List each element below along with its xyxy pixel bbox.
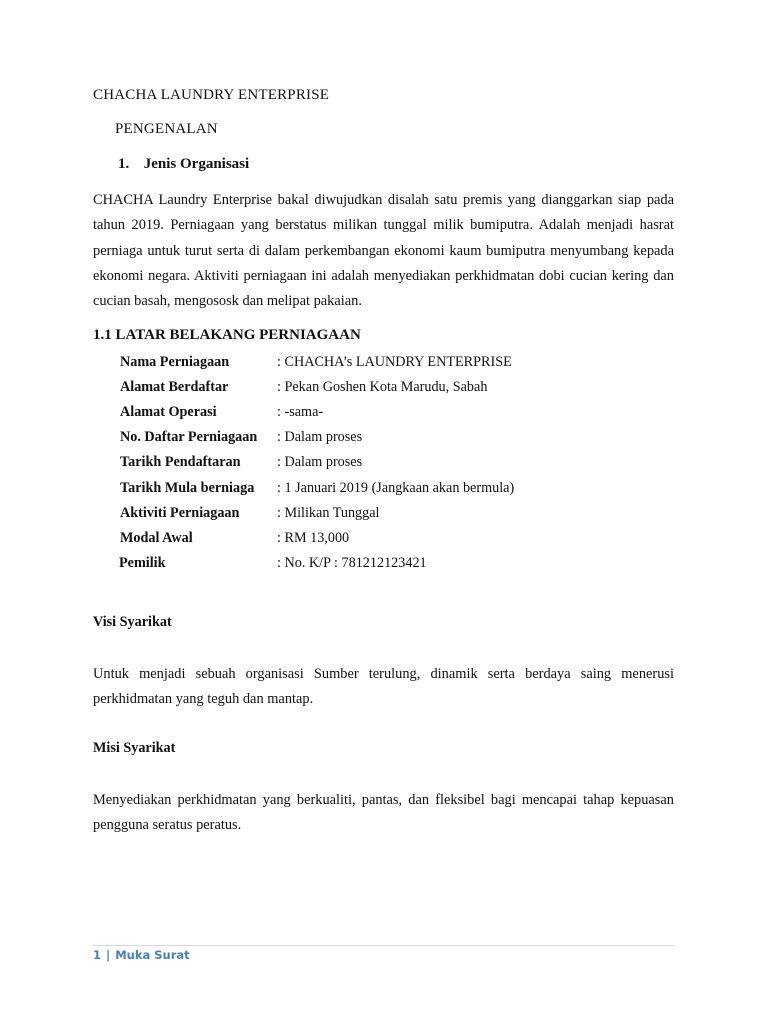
detail-row-aktiviti (120, 501, 514, 526)
detail-value: : No. K/P : 781212123421 (277, 554, 427, 571)
detail-row-alamat-berdaftar (120, 375, 514, 400)
detail-row-alamat-operasi (120, 400, 514, 425)
detail-row-modal-awal (120, 526, 514, 551)
section-title: Jenis Organisasi (143, 156, 250, 172)
detail-label: Pemilik (119, 554, 166, 571)
detail-value: : CHACHA’s LAUNDRY ENTERPRISE (277, 354, 512, 371)
detail-value: : Dalam proses (277, 454, 363, 471)
detail-label: No. Daftar Perniagaan (120, 429, 258, 446)
business-background-heading: 1.1 LATAR BELAKANG PERNIAGAAN (93, 327, 361, 343)
footer-divider (93, 945, 674, 946)
section-number: 1. (118, 156, 130, 172)
detail-label: Nama Perniagaan (120, 354, 230, 371)
detail-value: : RM 13,000 (277, 529, 350, 546)
organisation-paragraph: CHACHA Laundry Enterprise bakal diwujudkan disalah satu premis yang dianggarkan siap pada tahun 2019. Perniagaan yang berstatus milikan tunggal milik bumiputra. Adalah menjadi hasrat perniaga untuk turut serta di dalam perkembangan ekonomi kaum bumiputra menyumbang kepada ekonomi negara. Aktiviti perniagaan ini adalah menyediakan perkhidmatan dobi cucian kering dan cucian basah, mengososk dan melipat pakaian. (93, 192, 674, 310)
footer-separator: | (106, 948, 111, 962)
detail-row-pemilik (120, 551, 514, 576)
detail-label: Alamat Berdaftar (120, 379, 229, 396)
detail-value: : Dalam proses (277, 429, 363, 446)
page-label: Muka Surat (115, 948, 190, 962)
detail-value: : -sama- (277, 404, 324, 421)
vision-heading: Visi Syarikat (93, 614, 172, 630)
detail-row-nama-perniagaan (120, 350, 514, 375)
detail-value: : Pekan Goshen Kota Marudu, Sabah (277, 379, 488, 396)
business-details-list (120, 350, 514, 576)
section-heading-jenis-organisasi (118, 156, 249, 173)
vision-paragraph: Untuk menjadi sebuah organisasi Sumber terulung, dinamik serta berdaya saing menerusi perkhidmatan yang teguh dan mantap. (93, 666, 674, 708)
detail-label: Tarikh Mula berniaga (120, 479, 255, 496)
detail-label: Alamat Operasi (120, 404, 217, 421)
detail-value: : Milikan Tunggal (277, 504, 380, 521)
detail-label: Aktiviti Perniagaan (120, 504, 240, 521)
intro-heading: PENGENALAN (115, 121, 218, 137)
detail-value: : 1 Januari 2019 (Jangkaan akan bermula) (277, 479, 515, 496)
company-title: CHACHA LAUNDRY ENTERPRISE (93, 87, 330, 103)
detail-row-tarikh-pendaftaran (120, 450, 514, 475)
detail-row-no-daftar (120, 425, 514, 450)
page-number: 1 (93, 948, 102, 962)
mission-heading: Misi Syarikat (93, 740, 176, 756)
page-footer (93, 948, 190, 962)
detail-label: Modal Awal (120, 529, 193, 546)
detail-row-tarikh-mula (120, 475, 514, 500)
detail-label: Tarikh Pendaftaran (120, 454, 241, 471)
mission-paragraph: Menyediakan perkhidmatan yang berkualiti, pantas, dan fleksibel bagi mencapai tahap kepuasan pengguna seratus peratus. (93, 792, 674, 834)
